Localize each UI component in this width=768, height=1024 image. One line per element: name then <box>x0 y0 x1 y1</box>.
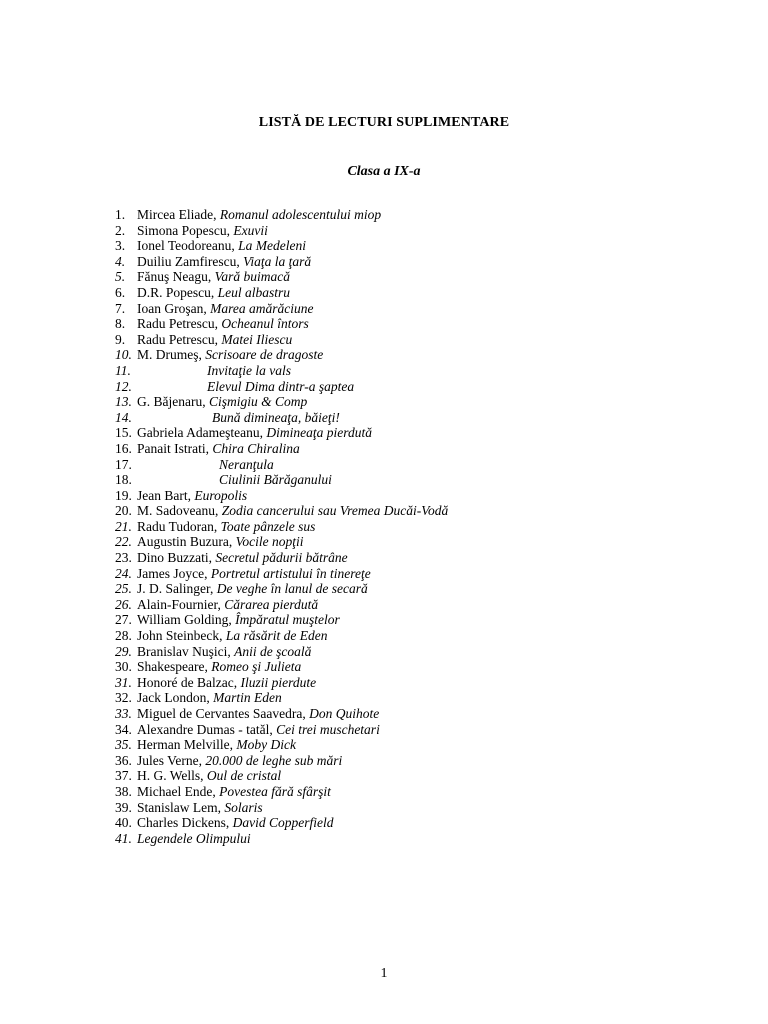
list-item <box>115 488 715 504</box>
item-author: Branislav Nuşici, <box>137 643 235 659</box>
list-item <box>115 784 715 800</box>
item-number: 24. <box>115 565 132 581</box>
item-book-title: Împăratul muştelor <box>235 612 340 628</box>
list-item <box>115 722 715 738</box>
list-item <box>115 316 715 332</box>
item-author: Mircea Eliade, <box>137 207 220 222</box>
item-book-title: Ocheanul întors <box>221 316 309 332</box>
item-number: 32. <box>115 690 132 706</box>
item-number: 9. <box>115 331 126 347</box>
item-number: 19. <box>115 487 132 503</box>
item-book-title: La răsărit de Eden <box>225 628 328 644</box>
list-item <box>115 472 715 488</box>
page-subtitle: Clasa a IX-a <box>347 164 421 179</box>
list-item <box>115 223 715 239</box>
item-author: Augustin Buzura, <box>137 534 236 550</box>
item-author: Honoré de Balzac, <box>137 674 241 690</box>
list-item <box>115 550 715 566</box>
item-number: 25. <box>115 581 132 597</box>
list-item <box>115 753 715 769</box>
item-book-title: Elevul Dima dintr-a şaptea <box>207 378 355 394</box>
item-number: 27. <box>115 612 132 628</box>
item-book-title: Toate pânzele sus <box>220 518 316 534</box>
item-book-title: Exuvii <box>233 222 268 238</box>
item-book-title: Matei Iliescu <box>221 331 293 347</box>
list-item <box>115 675 715 691</box>
item-book-title: Viaţa la ţară <box>243 253 312 269</box>
item-author: Alexandre Dumas - tatăl, <box>137 721 277 737</box>
item-number: 4. <box>115 253 126 269</box>
list-item <box>115 410 715 426</box>
item-number: 38. <box>115 783 132 799</box>
item-number: 17. <box>115 456 132 472</box>
list-item <box>115 581 715 597</box>
list-item <box>115 332 715 348</box>
item-number: 11. <box>115 362 131 378</box>
item-book-title: Solaris <box>224 799 263 815</box>
item-author: M. Sadoveanu, <box>137 503 222 519</box>
item-book-title: Dimineaţa pierdută <box>266 425 372 441</box>
list-item <box>115 800 715 816</box>
item-author: William Golding, <box>137 612 236 628</box>
item-number: 7. <box>115 300 126 316</box>
item-book-title: De veghe în lanul de secară <box>216 581 368 597</box>
item-book-title: David Copperfield <box>232 815 334 831</box>
item-number: 20. <box>115 503 132 519</box>
item-author: Duiliu Zamfirescu, <box>137 253 244 269</box>
item-number: 35. <box>115 737 132 753</box>
item-book-title: Oul de cristal <box>206 768 282 784</box>
item-book-title: Martin Eden <box>213 690 282 706</box>
list-item <box>115 441 715 457</box>
list-item <box>115 659 715 675</box>
item-book-title: Cărarea pierdută <box>224 596 319 612</box>
item-number: 1. <box>115 207 126 222</box>
list-item <box>115 379 715 395</box>
item-number: 21. <box>115 518 132 534</box>
item-book-title: La Medeleni <box>238 238 307 254</box>
item-book-title: Anii de şcoală <box>234 643 312 659</box>
item-book-title: 20.000 de leghe sub mări <box>205 752 343 768</box>
item-number: 10. <box>115 347 132 363</box>
list-item <box>115 831 715 847</box>
list-item <box>115 597 715 613</box>
list-item <box>115 737 715 753</box>
list-item <box>115 612 715 628</box>
item-author: J. D. Salinger, <box>137 581 217 597</box>
list-item <box>115 394 715 410</box>
list-item <box>115 768 715 784</box>
item-book-title: Cei trei muschetari <box>276 721 380 737</box>
item-author: Gabriela Adameşteanu, <box>137 425 267 441</box>
item-author: Jean Bart, <box>137 487 195 503</box>
item-book-title: Bună dimineaţa, băieţi! <box>212 409 340 425</box>
item-book-title: Vară buimacă <box>214 269 290 285</box>
list-item <box>115 706 715 722</box>
item-number: 12. <box>115 378 132 394</box>
item-book-title: Invitaţie la vals <box>207 362 291 378</box>
item-author: Stanislaw Lem, <box>137 799 225 815</box>
item-book-title: Scrisoare de dragoste <box>205 347 324 363</box>
item-book-title: Povestea fără sfârşit <box>219 783 331 799</box>
item-author: Fănuş Neagu, <box>137 269 215 285</box>
item-number: 26. <box>115 596 132 612</box>
list-item <box>115 238 715 254</box>
item-author: D.R. Popescu, <box>137 284 218 300</box>
item-author: Miguel de Cervantes Saavedra, <box>137 706 310 721</box>
item-author: Michael Ende, <box>137 783 220 799</box>
item-book-title: Portretul artistului în tinereţe <box>210 565 371 581</box>
item-author: Panait Istrati, <box>137 440 213 456</box>
page-title: LISTĂ DE LECTURI SUPLIMENTARE <box>258 115 510 130</box>
list-item <box>115 254 715 270</box>
item-number: 36. <box>115 752 132 768</box>
item-author: M. Drumeş, <box>137 347 206 363</box>
item-number: 5. <box>115 269 126 285</box>
item-number: 28. <box>115 628 132 644</box>
item-book-title: Romanul adolescentului miop <box>219 207 382 222</box>
item-book-title: Marea amărăciune <box>210 300 314 316</box>
item-book-title: Vocile nopţii <box>235 534 304 550</box>
item-number: 8. <box>115 316 126 332</box>
list-item <box>115 503 715 519</box>
item-book-title: Neranţula <box>219 456 274 472</box>
item-book-title: Chira Chiralina <box>212 440 300 456</box>
item-author: Herman Melville, <box>137 737 237 753</box>
item-book-title: Romeo şi Julieta <box>211 659 302 675</box>
list-item <box>115 285 715 301</box>
reading-list <box>115 207 715 846</box>
list-item <box>115 534 715 550</box>
item-book-title: Moby Dick <box>236 737 296 753</box>
item-number: 31. <box>115 674 132 690</box>
item-author: Charles Dickens, <box>137 815 233 831</box>
item-author: G. Băjenaru, <box>137 394 209 410</box>
item-book-title: Don Quihote <box>309 706 380 721</box>
item-book-title: Cişmigiu & Comp <box>208 394 308 410</box>
item-book-title: Ciulinii Bărăganului <box>219 472 332 488</box>
list-item <box>115 347 715 363</box>
item-number: 33. <box>115 706 132 721</box>
item-number: 13. <box>115 394 132 410</box>
item-number: 29. <box>115 643 132 659</box>
item-author: Dino Buzzati, <box>137 550 216 566</box>
list-item <box>115 363 715 379</box>
item-author: Radu Petrescu, <box>137 331 222 347</box>
item-number: 3. <box>115 238 126 254</box>
item-author: Simona Popescu, <box>137 222 234 238</box>
item-author: Ionel Teodoreanu, <box>137 238 239 254</box>
item-author: Jules Verne, <box>137 752 206 768</box>
list-item <box>115 644 715 660</box>
item-book-title: Zodia cancerului sau Vremea Ducăi-Vodă <box>221 503 449 519</box>
item-author: Ioan Groşan, <box>137 300 211 316</box>
list-item <box>115 628 715 644</box>
item-author: Radu Tudoran, <box>137 518 221 534</box>
item-book-title: Secretul pădurii bătrâne <box>215 550 348 566</box>
item-number: 22. <box>115 534 132 550</box>
list-item <box>115 269 715 285</box>
item-author: Jack London, <box>137 690 214 706</box>
item-number: 6. <box>115 284 126 300</box>
item-author: John Steinbeck, <box>137 628 226 644</box>
item-number: 2. <box>115 222 126 238</box>
list-item <box>115 207 715 223</box>
list-item <box>115 519 715 535</box>
page-number: 1 <box>380 966 388 981</box>
item-author: Alain-Fournier, <box>137 596 225 612</box>
item-number: 16. <box>115 440 132 456</box>
item-number: 14. <box>115 409 132 425</box>
list-item <box>115 457 715 473</box>
item-book-title: Legendele Olimpului <box>137 830 251 846</box>
item-book-title: Leul albastru <box>217 284 291 300</box>
item-author: Radu Petrescu, <box>137 316 222 332</box>
list-item <box>115 301 715 317</box>
item-number: 41. <box>115 830 132 846</box>
list-item <box>115 566 715 582</box>
item-book-title: Europolis <box>194 487 248 503</box>
list-item <box>115 690 715 706</box>
item-author: James Joyce, <box>137 565 211 581</box>
list-item <box>115 815 715 831</box>
item-author: Shakespeare, <box>137 659 212 675</box>
item-number: 37. <box>115 768 132 784</box>
item-number: 40. <box>115 815 132 831</box>
item-number: 18. <box>115 472 132 488</box>
item-author: H. G. Wells, <box>137 768 207 784</box>
list-item <box>115 425 715 441</box>
item-number: 15. <box>115 425 132 441</box>
item-number: 30. <box>115 659 132 675</box>
item-number: 23. <box>115 550 132 566</box>
item-number: 39. <box>115 799 132 815</box>
item-number: 34. <box>115 721 132 737</box>
item-book-title: Iluzii pierdute <box>240 674 317 690</box>
